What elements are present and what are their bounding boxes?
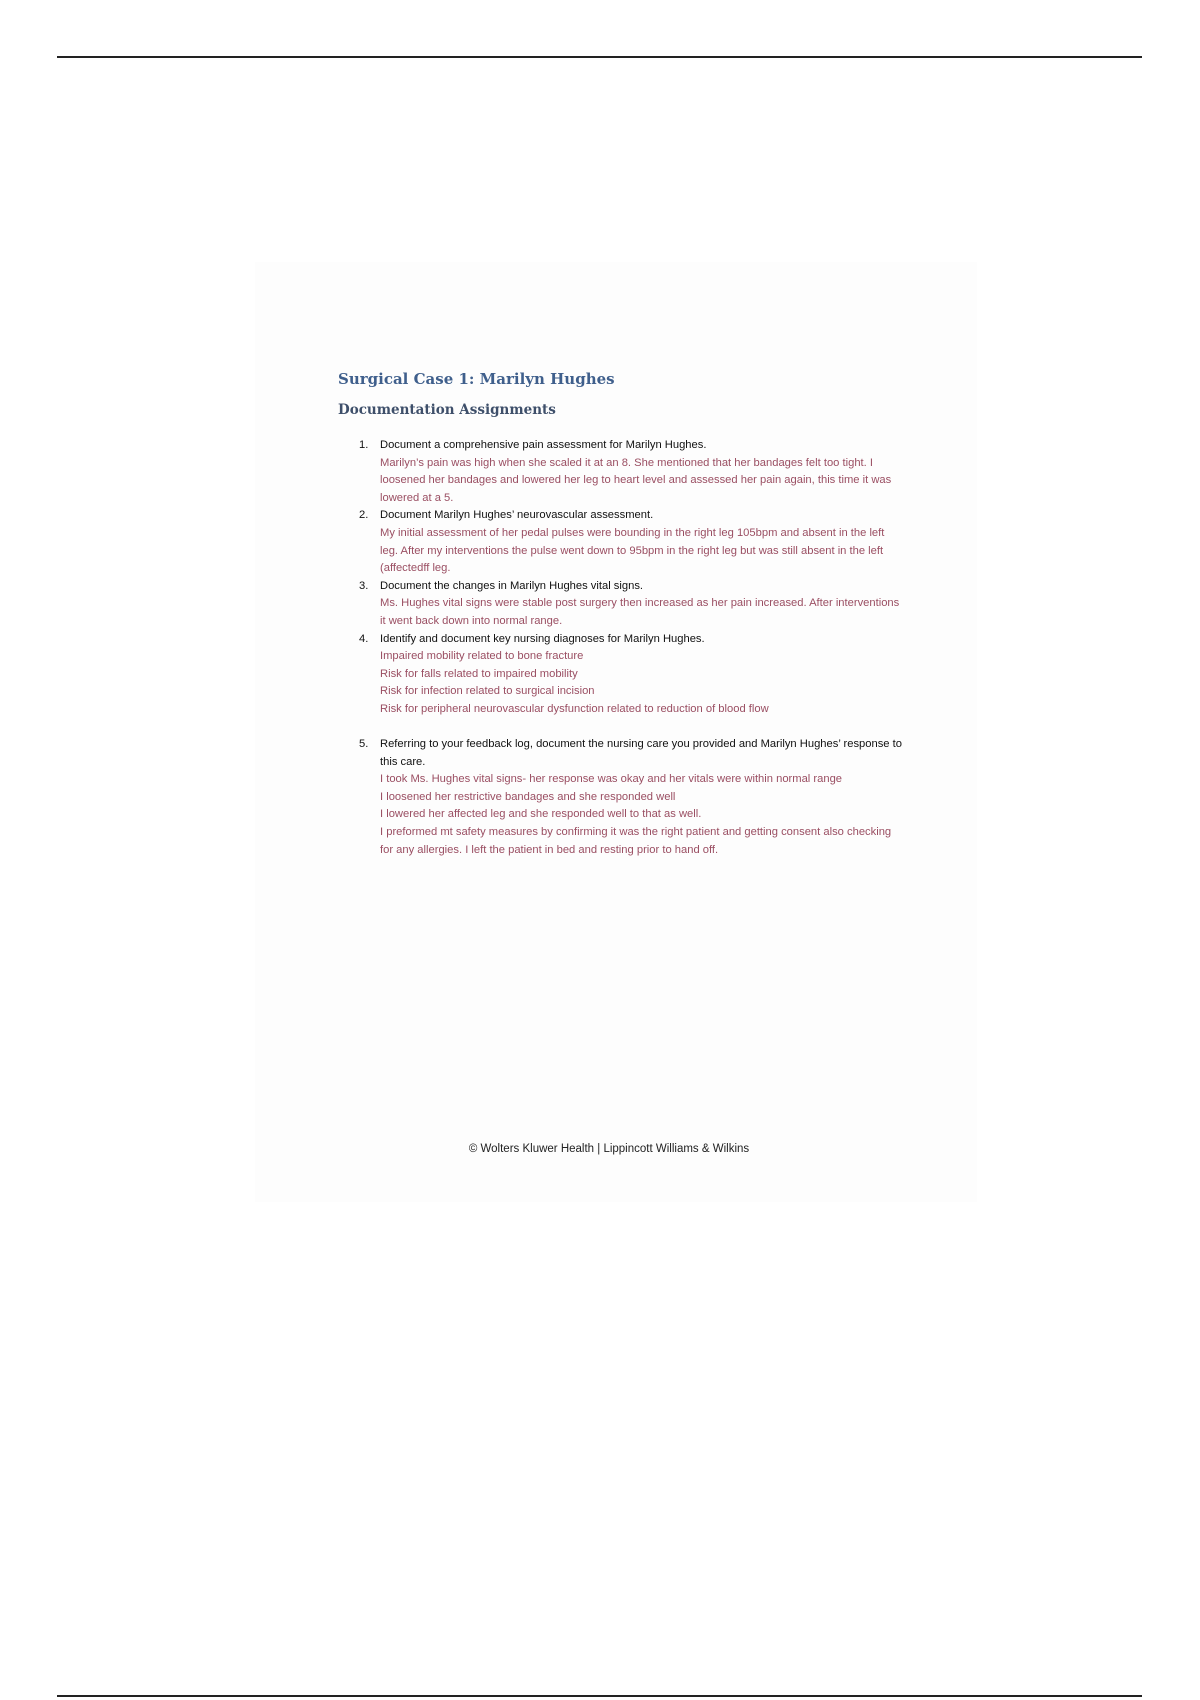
item-answer: I lowered her affected leg and she responded well to that as well. [380,808,702,821]
item-answer: Risk for peripheral neurovascular dysfunction related to reduction of blood flow [380,702,769,715]
item-number: 4. [359,632,369,645]
item-answer: Impaired mobility related to bone fracture [380,650,584,663]
assignment-item [359,507,905,577]
assignment-item [359,437,905,507]
item-number: 5. [359,738,369,751]
assignment-item [359,578,905,631]
item-answer: Ms. Hughes vital signs were stable post surgery then increased as her pain increased. After interventions it went back down into normal range. [380,597,900,627]
item-question: Document Marilyn Hughes’ neurovascular assessment. [380,509,654,522]
item-answer: I took Ms. Hughes vital signs- her response was okay and her vitals were within normal range [380,773,843,786]
item-number: 3. [359,579,369,592]
item-answer: Risk for infection related to surgical incision [380,685,595,698]
assignment-list [359,437,905,859]
item-number: 2. [359,509,369,522]
top-rule [57,56,1142,58]
document-title: Surgical Case 1: Marilyn Hughes [338,370,615,388]
item-question: Referring to your feedback log, document the nursing care you provided and Marilyn Hughes’ response to this care. [380,738,902,768]
item-question: Identify and document key nursing diagnoses for Marilyn Hughes. [380,632,705,645]
item-answer: My initial assessment of her pedal pulses were bounding in the right leg 105bpm and absent in the left leg. After my interventions the pulse went down to 95bpm in the right leg but was still absent in the left (affectedff leg. [380,526,885,575]
document-subtitle: Documentation Assignments [338,402,556,418]
copyright-footer: © Wolters Kluwer Health | Lippincott Williams & Wilkins [468,1143,750,1155]
spacer [359,719,905,737]
item-answer: I preformed mt safety measures by confirming it was the right patient and getting consent also checking for any allergies. I left the patient in bed and resting prior to hand off. [380,826,892,856]
item-question: Document a comprehensive pain assessment for Marilyn Hughes. [380,439,707,451]
item-answer: I loosened her restrictive bandages and she responded well [380,790,676,803]
assignment-item [359,736,905,859]
item-question: Document the changes in Marilyn Hughes vital signs. [380,579,644,592]
item-answer: Risk for falls related to impaired mobility [380,667,578,680]
item-number: 1. [359,439,369,451]
item-answer: Marilyn’s pain was high when she scaled it at an 8. She mentioned that her bandages felt too tight. I loosened her bandages and lowered her leg to heart level and assessed her pain again, this time it was lowered at a 5. [380,456,892,504]
assignment-item [359,631,905,719]
bottom-rule [57,1695,1142,1697]
